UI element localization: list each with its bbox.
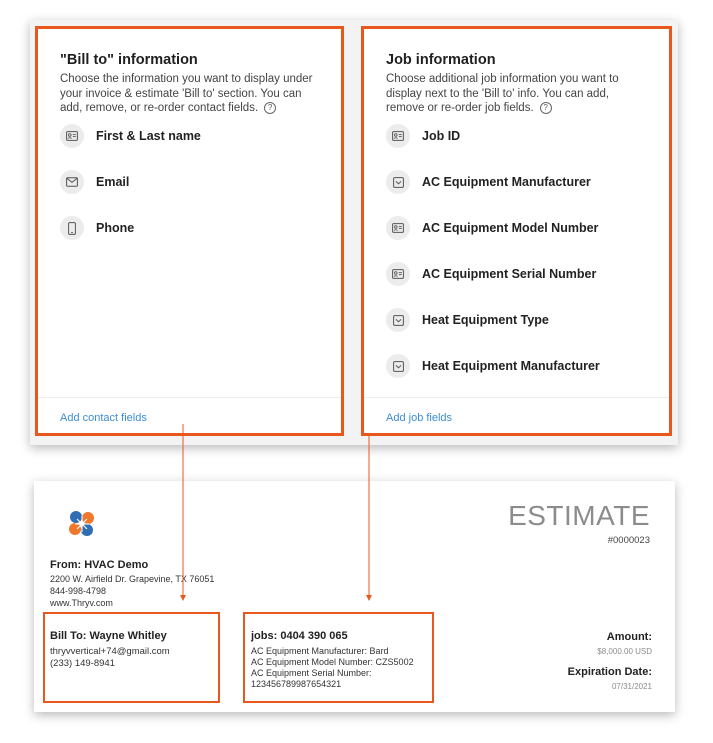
help-icon[interactable]: ? xyxy=(264,102,276,114)
bill-to-title: Bill To: Wayne Whitley xyxy=(50,630,167,642)
field-label: First & Last name xyxy=(96,129,201,143)
from-address: 2200 W. Airfield Dr. Grapevine, TX 76051 xyxy=(50,574,215,584)
jobs-line: AC Equipment Serial Number: xyxy=(251,668,372,678)
from-phone: 844-998-4798 xyxy=(50,586,107,596)
expiration-label: Expiration Date: xyxy=(567,666,652,678)
bill-to-phone: (233) 149-8941 xyxy=(50,658,115,669)
help-icon[interactable]: ? xyxy=(540,102,552,114)
add-job-fields-link[interactable]: Add job fields xyxy=(386,412,453,424)
amount-label: Amount: xyxy=(606,631,652,643)
jobs-title: jobs: 0404 390 065 xyxy=(251,630,348,642)
jobs-line: 123456789987654321 xyxy=(251,679,342,689)
field-label: AC Equipment Model Number xyxy=(422,221,599,235)
jobs-line: AC Equipment Model Number: CZS5002 xyxy=(251,657,414,667)
estimate-title: ESTIMATE xyxy=(508,500,650,531)
bill-to-email: thryvvertical+74@gmail.com xyxy=(50,646,170,657)
expiration-value: 07/31/2021 xyxy=(611,682,652,691)
job-card-title: Job information xyxy=(386,52,496,68)
field-label: Phone xyxy=(96,221,135,235)
from-website: www.Thryv.com xyxy=(50,598,113,608)
from-title: From: HVAC Demo xyxy=(50,559,149,571)
job-card-description: Choose additional job information you want to display next to the 'Bill to' info. You can add, remove or re-order job fields. ? xyxy=(386,73,619,114)
field-label: Email xyxy=(96,175,130,189)
field-label: AC Equipment Manufacturer xyxy=(422,175,591,189)
add-contact-fields-link[interactable]: Add contact fields xyxy=(60,412,147,424)
field-label: Heat Equipment Manufacturer xyxy=(422,359,600,373)
field-label: Heat Equipment Type xyxy=(422,313,549,327)
estimate-number: #0000023 xyxy=(607,535,650,546)
field-label: AC Equipment Serial Number xyxy=(422,267,597,281)
bill-to-card-description: Choose the information you want to display under your invoice & estimate 'Bill to' section. You can add, remove, or re-order contact fields. ? xyxy=(60,73,313,114)
amount-value: $8,000.00 USD xyxy=(597,647,652,656)
bill-to-card-title: "Bill to" information xyxy=(60,52,198,68)
field-label: Job ID xyxy=(422,129,461,143)
jobs-line: AC Equipment Manufacturer: Bard xyxy=(251,646,389,656)
